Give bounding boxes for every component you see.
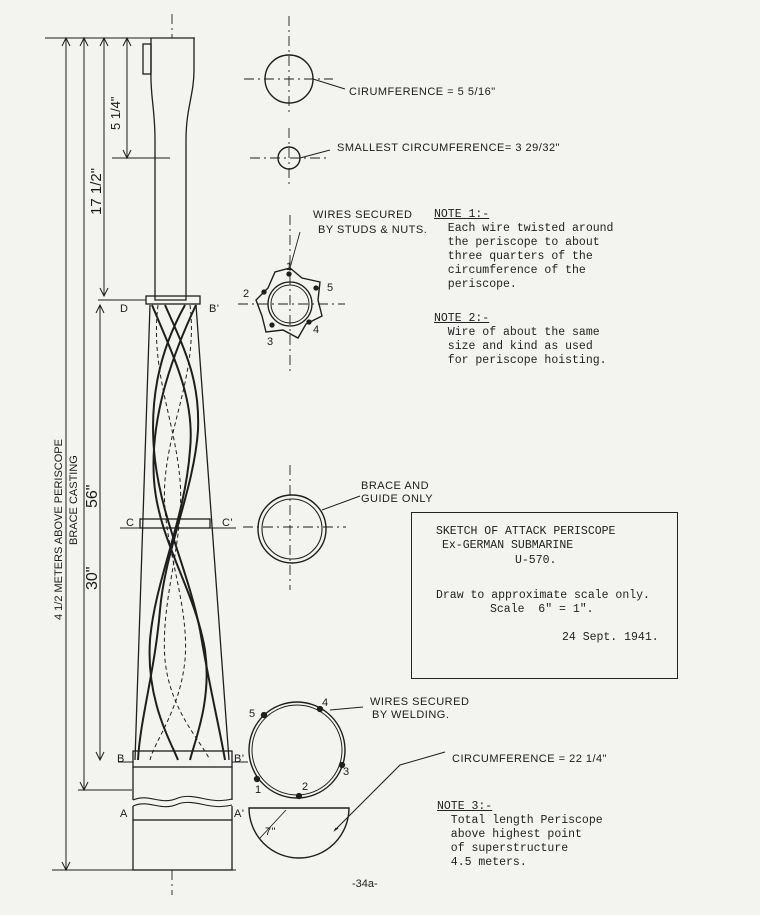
- dim-5-1-4: 5 1/4": [108, 96, 123, 130]
- eyepiece-window: [143, 44, 151, 74]
- weld-2: 2: [302, 781, 309, 793]
- section-head-circle: [244, 16, 333, 112]
- label-wires-welding-1: WIRES SECURED: [370, 696, 470, 708]
- title-line-3: U-570.: [515, 554, 557, 567]
- label-brace-guide-2: GUIDE ONLY: [361, 493, 434, 505]
- dim-56: 56": [84, 484, 101, 508]
- note-2-heading: NOTE 2:-: [434, 312, 490, 325]
- title-line-2: Ex-GERMAN SUBMARINE: [442, 539, 574, 552]
- periscope-body: [135, 305, 229, 760]
- section-a-left: A: [120, 808, 128, 820]
- section-c-left: C: [126, 517, 135, 529]
- note-2: [434, 312, 607, 368]
- brace-casing: [133, 820, 232, 870]
- periscope-head: [151, 38, 194, 300]
- title-scale-1: Draw to approximate scale only.: [436, 589, 650, 602]
- label-wires-studs-1: WIRES SECURED: [313, 209, 413, 221]
- collar-b: [133, 751, 232, 767]
- note-3-heading: NOTE 3:-: [437, 800, 493, 813]
- section-a-right: A': [234, 808, 245, 820]
- section-c-circle: [243, 465, 360, 590]
- label-brace-casing: BRACE CASTING: [68, 455, 80, 545]
- stud-2: 2: [243, 288, 250, 300]
- note-1-heading: NOTE 1:-: [434, 208, 490, 221]
- label-smallest-circumference: SMALLEST CIRCUMFERENCE= 3 29/32": [337, 142, 560, 154]
- page-number: -34a-: [352, 878, 378, 890]
- hand-labels: [53, 86, 607, 890]
- section-a-half: [249, 808, 349, 858]
- weld-3: 3: [343, 766, 350, 778]
- title-scale-2: Scale 6" = 1".: [490, 603, 594, 616]
- note-2-body: Wire of about the same size and kind as used for periscope hoisting.: [447, 326, 607, 367]
- label-circumference-base: CIRCUMFERENCE = 22 1/4": [452, 753, 608, 765]
- label-meters-above: 4 1/2 METERS ABOVE PERISCOPE: [53, 439, 65, 620]
- note-1-body: Each wire twisted around the periscope to about three quarters of the circumference of the periscope.: [447, 222, 614, 291]
- section-smallest-circle: [250, 128, 328, 188]
- section-b-right: B': [234, 753, 245, 765]
- section-c-right: C': [222, 517, 234, 529]
- section-d-left: D: [120, 303, 129, 315]
- title-date: 24 Sept. 1941.: [562, 631, 659, 644]
- note-3-body: Total length Periscope above highest point of superstructure 4.5 meters.: [450, 814, 603, 869]
- dim-30: 30": [84, 566, 101, 590]
- title-block: [411, 512, 678, 679]
- label-brace-guide-1: BRACE AND: [361, 480, 430, 492]
- stud-5: 5: [327, 282, 334, 294]
- stud-4: 4: [313, 324, 320, 336]
- section-b-left: B: [117, 753, 125, 765]
- label-wires-studs-2: BY STUDS & NUTS.: [318, 224, 428, 236]
- section-d-right: B': [209, 303, 220, 315]
- label-circumference-head: CIRUMFERENCE = 5 5/16": [349, 86, 496, 98]
- note-3: [437, 800, 603, 870]
- dim-17-1-2: 17 1/2": [88, 167, 105, 215]
- stud-1: 1: [286, 261, 293, 273]
- label-wires-welding-2: BY WELDING.: [372, 709, 450, 721]
- title-line-1: SKETCH OF ATTACK PERISCOPE: [436, 525, 616, 538]
- note-1: [434, 208, 613, 292]
- stud-3: 3: [267, 336, 274, 348]
- weld-1: 1: [255, 784, 262, 796]
- weld-5: 5: [249, 708, 256, 720]
- weld-4: 4: [322, 697, 329, 709]
- radius-label: 7": [265, 826, 277, 838]
